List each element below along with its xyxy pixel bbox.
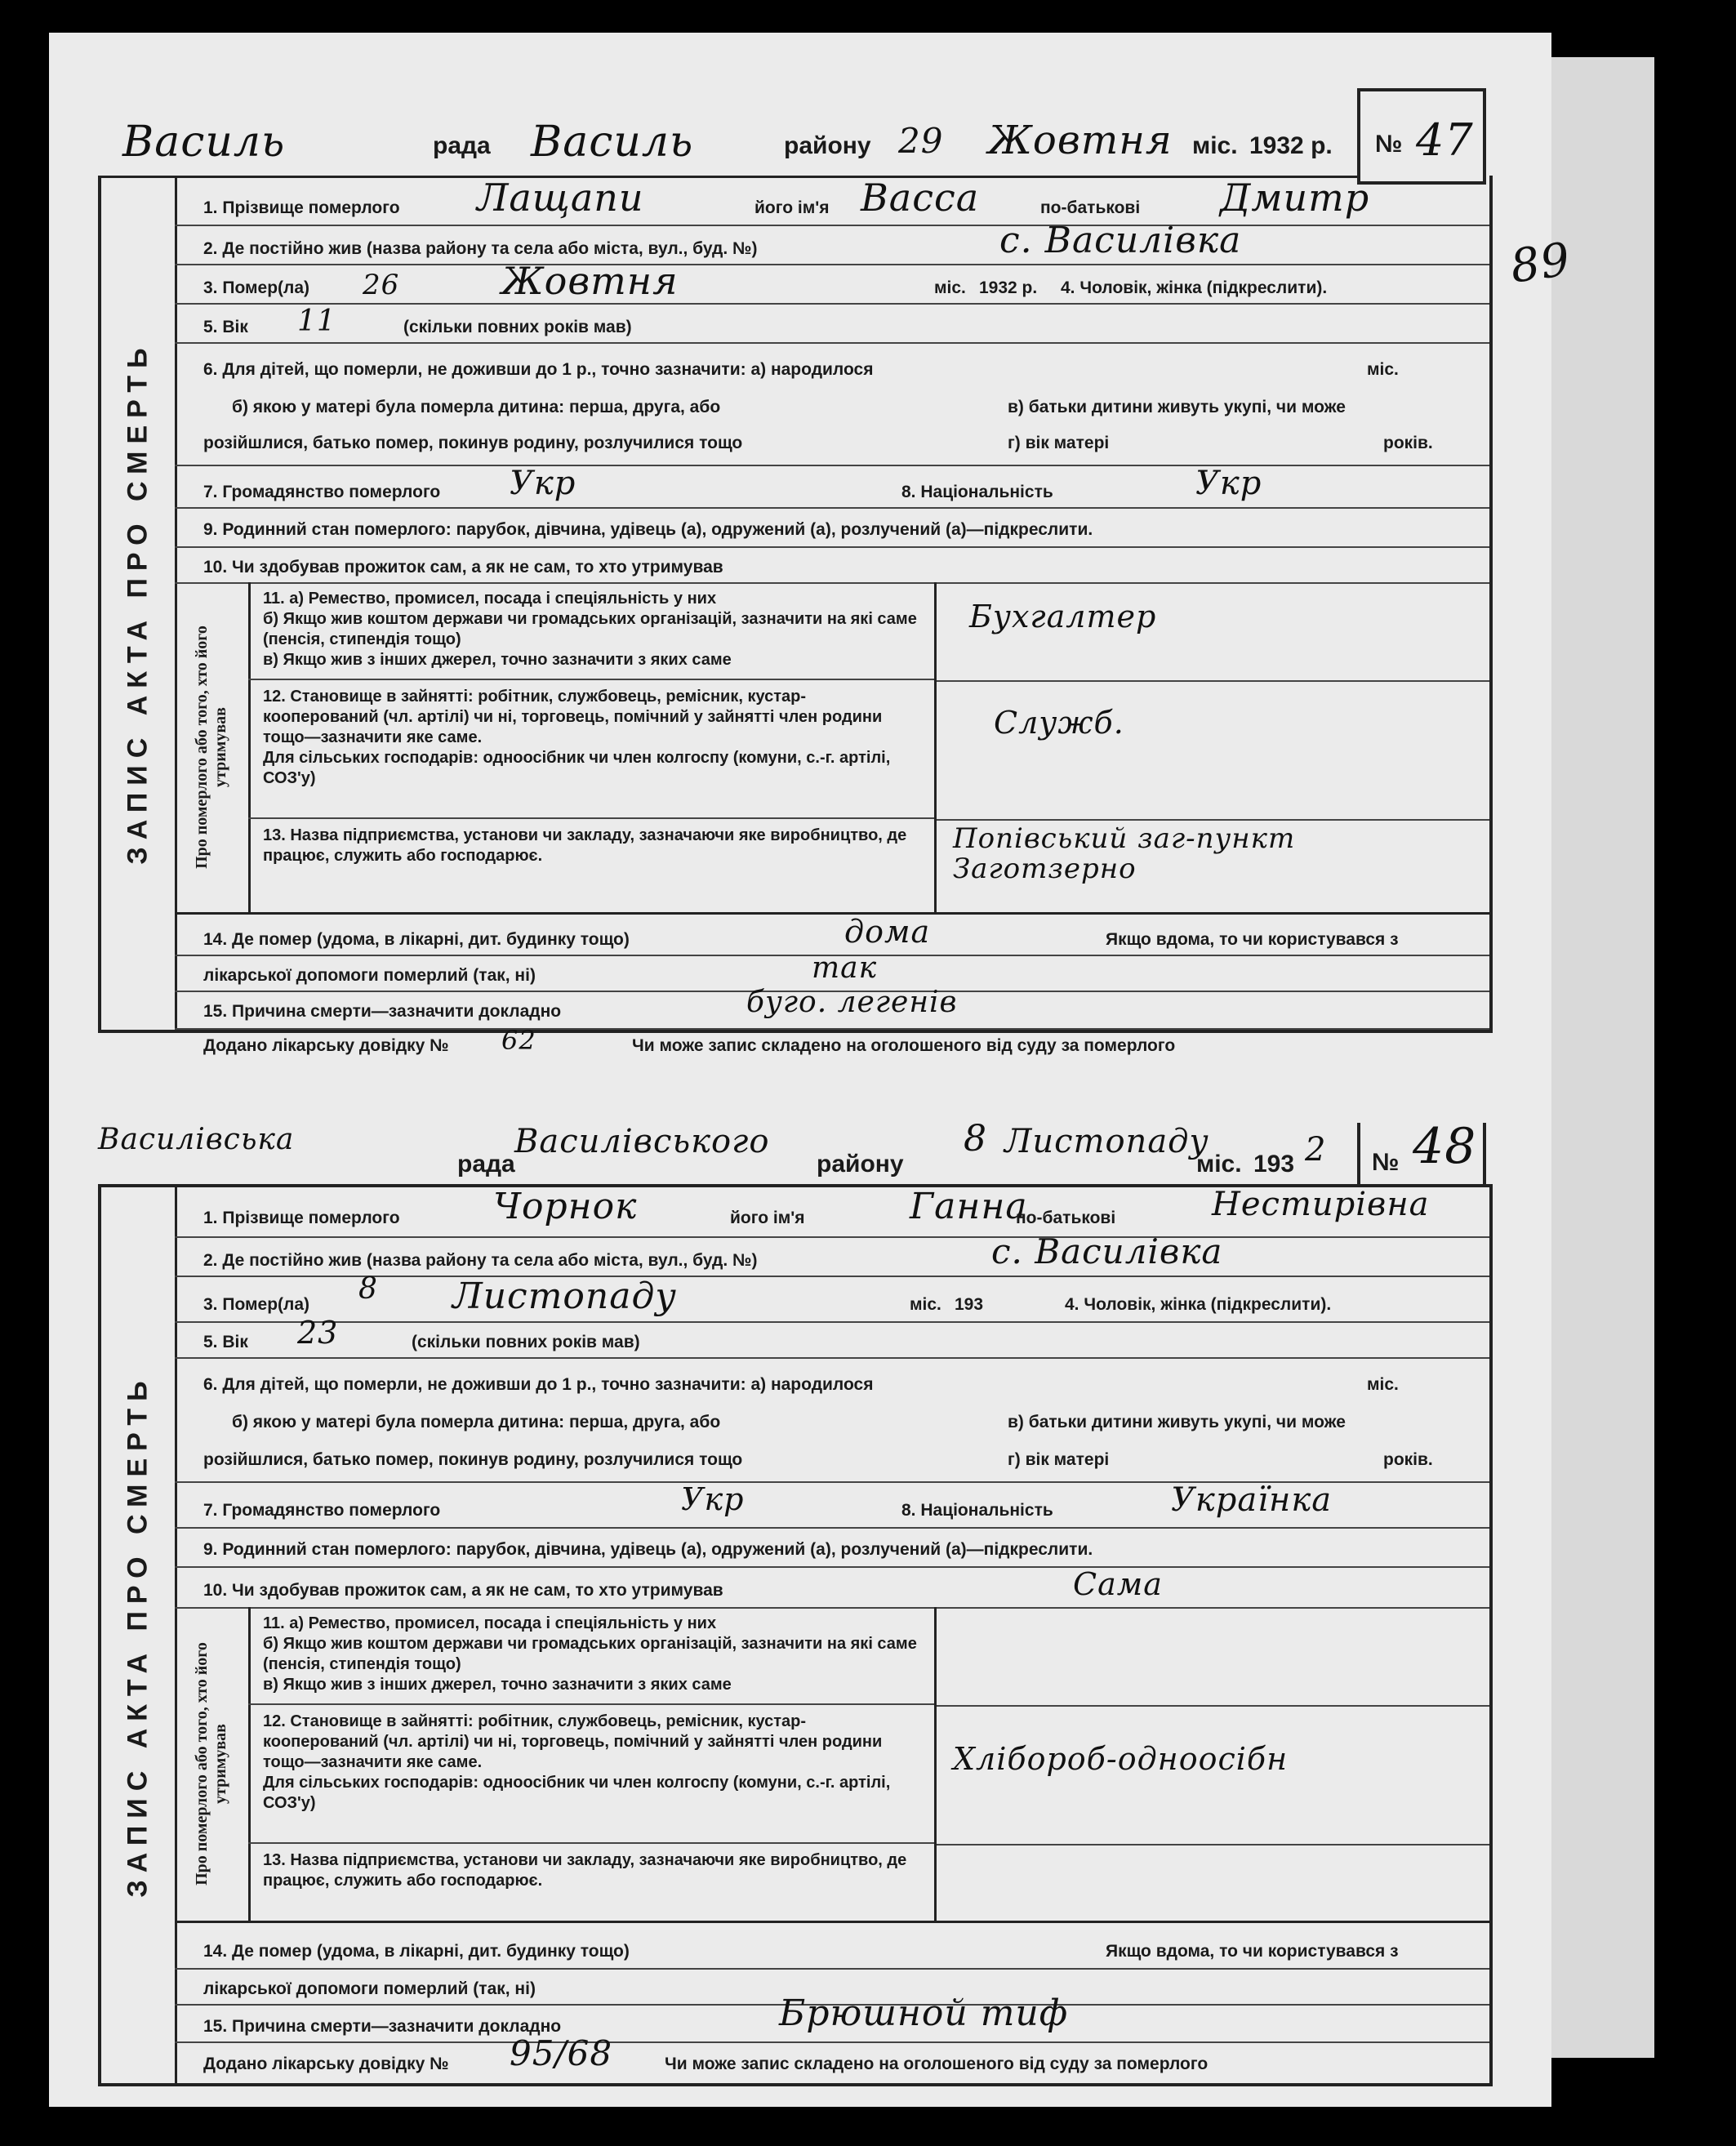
row-16-certificate: Додано лікарську довідку № 62 Чи може запис складено на оголошеного від суду за померлого: [203, 1025, 1176, 1056]
first-name-value: Васса: [861, 176, 980, 220]
nationality-value: Українка: [1171, 1481, 1333, 1519]
death-month-value: Жовтня: [501, 259, 679, 303]
row-3-death-date: 3. Помер(ла) 8 Листопаду міс. 193 4. Чоловік, жінка (підкреслити).: [175, 1276, 1489, 1323]
no-label: №: [1375, 131, 1403, 158]
occupation-block: [175, 582, 1489, 915]
row-9-marital: 9. Родинний стан померлого: парубок, дівчина, удівець (а), одружений (а), розлучений (а)—підкреслити.: [175, 1527, 1489, 1568]
month-value: Листопаду: [1004, 1123, 1209, 1160]
citizenship-value: Укр: [510, 465, 576, 502]
mis-label: міс.: [1192, 132, 1238, 159]
row-7-citizenship: 7. Громадянство померлого Укр 8. Національність Українка: [175, 1481, 1489, 1529]
row-13-answer: [934, 1844, 1489, 1921]
row-5-age: 5. Вік 11 (скільки повних років мав): [175, 303, 1489, 344]
row-10-support: 10. Чи здобував прожиток сам, а як не сам, то хто утримував: [175, 546, 1489, 584]
nationality-value: Укр: [1195, 465, 1262, 502]
row-11-label: 11. а) Ремество, промисел, посада і спеціяльність у них б) Якщо жив коштом держави чи громадських організацій, зазначити на які саме (пенсія, стипендія тощо) в) Якщо жив з інших джерел, точно зазначити з яких саме: [248, 582, 934, 680]
record-frame: [98, 176, 1493, 1056]
occupation-side-title: Про померлого або того, хто його утримував: [175, 582, 251, 912]
residence-value: с. Василівка: [999, 220, 1242, 261]
patronymic-value: Нестирівна: [1212, 1186, 1430, 1223]
row-13-label: 13. Назва підприємства, установи чи закладу, зазначаючи яке виробництво, де працює, служить або господарює.: [263, 1851, 907, 1890]
cause-value: буго. легенів: [746, 986, 958, 1019]
row-12-label: 12. Становище в зайнятті: робітник, службовець, ремісник, кустар-кооперований (чл. артілі) чи ні, торговець, помічний у зайнятті член родини тощо—зазначити яке саме. Для сільських господарів: одноосібник чи член колгоспу (комуни, с.-г. артілі, СОЗ'у): [248, 1705, 934, 1844]
year-label: 1932 р.: [1249, 132, 1333, 159]
day-value: 8: [964, 1118, 987, 1160]
row-16-certificate: Додано лікарську довідку № 95/68 Чи може запис складено на оголошеного від суду за померлого: [203, 2033, 1209, 2073]
row-14-place: 14. Де помер (удома, в лікарні, дит. будинку тощо) дома Якщо вдома, то чи користувався з: [175, 912, 1489, 956]
selsovet-value: Василь: [122, 118, 286, 167]
row-13-answer: [934, 819, 1489, 912]
row-13-label: 13. Назва підприємства, установи чи закладу, зазначаючи яке виробництво, де працює, служить або господарює.: [263, 826, 907, 865]
age-value: 23: [297, 1315, 339, 1351]
row-1-name: 1. Прізвище померлого Лащапи його ім'я Васса по-батькові Дмитр: [175, 176, 1489, 226]
row-9-marital: 9. Родинний стан померлого: парубок, дівчина, удівець (а), одружений (а), розлучений (а)—підкреслити.: [175, 507, 1489, 548]
rada-label: рада: [457, 1151, 515, 1178]
row-7-citizenship: 7. Громадянство померлого Укр 8. Національність Укр: [175, 465, 1489, 509]
rada-label: рада: [433, 132, 491, 159]
death-day-value: 8: [358, 1272, 378, 1306]
record-number: 47: [1416, 114, 1474, 166]
surname-value: Лащапи: [477, 176, 644, 220]
raion-value: Василівського: [514, 1123, 770, 1160]
row-3-death-date: 3. Помер(ла) 26 Жовтня міс. 1932 р. 4. Чоловік, жінка (підкреслити).: [175, 264, 1489, 305]
medical-help-value: так: [812, 951, 878, 985]
row-12-answer: [934, 1705, 1489, 1845]
raion-label: району: [817, 1151, 904, 1178]
death-record-1: [98, 114, 1486, 1056]
first-name-value: Ганна: [910, 1186, 1028, 1227]
year-hand-value: 2: [1305, 1131, 1327, 1169]
record-frame: [98, 1184, 1493, 2086]
certificate-value: 62: [501, 1025, 536, 1056]
row-5-age: 5. Вік 23 (скільки повних років мав): [175, 1321, 1489, 1359]
row-14-place: 14. Де помер (удома, в лікарні, дит. будинку тощо) Якщо вдома, то чи користувався з: [175, 1921, 1489, 1970]
row-14-medical: лікарської допомоги померлий (так, ні) так: [175, 955, 1489, 992]
row-2-residence: 2. Де постійно жив (назва району та села або міста, вул., буд. №) с. Василівка: [175, 225, 1489, 265]
row-11-answer: [934, 582, 1489, 682]
record-number: 48: [1413, 1118, 1477, 1175]
raion-label: району: [784, 132, 871, 159]
citizenship-value: Укр: [681, 1481, 745, 1517]
row-15-cause: 15. Причина смерти—зазначити докладно буго. легенів: [175, 991, 1489, 1030]
row-12-label: 12. Становище в зайнятті: робітник, службовець, ремісник, кустар-кооперований (чл. артілі) чи ні, торговець, помічний у зайнятті член родини тощо—зазначити яке саме. Для сільських господарів: одноосібник чи член колгоспу (комуни, с.-г. артілі, СОЗ'у): [248, 680, 934, 819]
death-day-value: 26: [363, 269, 400, 301]
surname-value: Чорнок: [493, 1186, 638, 1227]
row-6-infant: 6. Для дітей, що померли, не доживши до 1 р., точно зазначити: а) народилося міс. б) якою у матері була померла дитина: перша, друга, або в) батьки дитини живуть укупі, чи може розійшлися, батько помер, покинув родину, розлучилися тощо г) вік матері років.: [175, 342, 1489, 466]
workplace-value: Попівський заг-пункт Заготзерно: [953, 822, 1296, 886]
month-value: Жовтня: [988, 118, 1173, 163]
occupation-value: Бухгалтер: [969, 599, 1157, 634]
side-title: ЗАПИС АКТА ПРО СМЕРТЬ: [101, 1187, 177, 2083]
death-month-value: Листопаду: [452, 1276, 677, 1317]
cause-value: Брюшной тиф: [779, 1992, 1069, 2034]
occupation-block: [175, 1607, 1489, 1923]
row-1-name: 1. Прізвище померлого Чорнок його ім'я Ганна по-батькові Нестирівна: [175, 1187, 1489, 1238]
side-title: ЗАПИС АКТА ПРО СМЕРТЬ: [101, 176, 177, 1030]
residence-value: с. Василівка: [991, 1231, 1223, 1271]
place-of-death-value: дома: [844, 914, 931, 950]
record-header: [98, 114, 1486, 178]
margin-page-number: 89: [1507, 233, 1574, 294]
row-2-residence: 2. Де постійно жив (назва району та села або міста, вул., буд. №) с. Василівка: [175, 1236, 1489, 1277]
status-value: Хлібороб-одноосібн: [953, 1741, 1289, 1777]
mis-label: міс.: [1196, 1151, 1242, 1178]
death-year-value: 1932 р.: [979, 278, 1038, 297]
age-value: 11: [297, 305, 336, 338]
record-number-box: [1357, 1118, 1486, 1187]
no-label: №: [1372, 1149, 1400, 1176]
certificate-value: 95/68: [510, 2033, 613, 2073]
record-number-box: [1357, 88, 1486, 185]
patronymic-value: Дмитр: [1220, 176, 1370, 220]
row-6-infant: 6. Для дітей, що померли, не доживши до 1 р., точно зазначити: а) народилося міс. б) якою у матері була померла дитина: перша, друга, або в) батьки дитини живуть укупі, чи може розійшлися, батько помер, покинув родину, розлучилися тощо г) вік матері років.: [175, 1357, 1489, 1483]
death-record-2: [98, 1118, 1486, 2086]
record-header: [98, 1118, 1486, 1184]
row-12-answer: [934, 680, 1489, 821]
row-11-answer: [934, 1607, 1489, 1707]
row-10-support: 10. Чи здобував прожиток сам, а як не сам, то хто утримував Сама: [175, 1566, 1489, 1609]
raion-value: Василь: [531, 118, 694, 167]
selsovet-value: Василівська: [98, 1123, 295, 1156]
register-page: [49, 33, 1574, 2107]
support-value: Сама: [1073, 1566, 1163, 1602]
row-11-label: 11. а) Ремество, промисел, посада і спеціяльність у них б) Якщо жив коштом держави чи громадських організацій, зазначити на які саме (пенсія, стипендія тощо) в) Якщо жив з інших джерел, точно зазначити з яких саме: [248, 1607, 934, 1705]
day-value: 29: [898, 121, 944, 161]
status-value: Служб.: [994, 705, 1124, 741]
death-year-value: 193: [955, 1295, 984, 1314]
occupation-side-title: Про померлого або того, хто його утримував: [175, 1607, 251, 1921]
row-14-medical: лікарської допомоги померлий (так, ні): [175, 1968, 1489, 2006]
row-15-cause: 15. Причина смерти—зазначити докладно Брюшной тиф: [175, 2004, 1489, 2043]
year-label: 193: [1253, 1151, 1295, 1178]
